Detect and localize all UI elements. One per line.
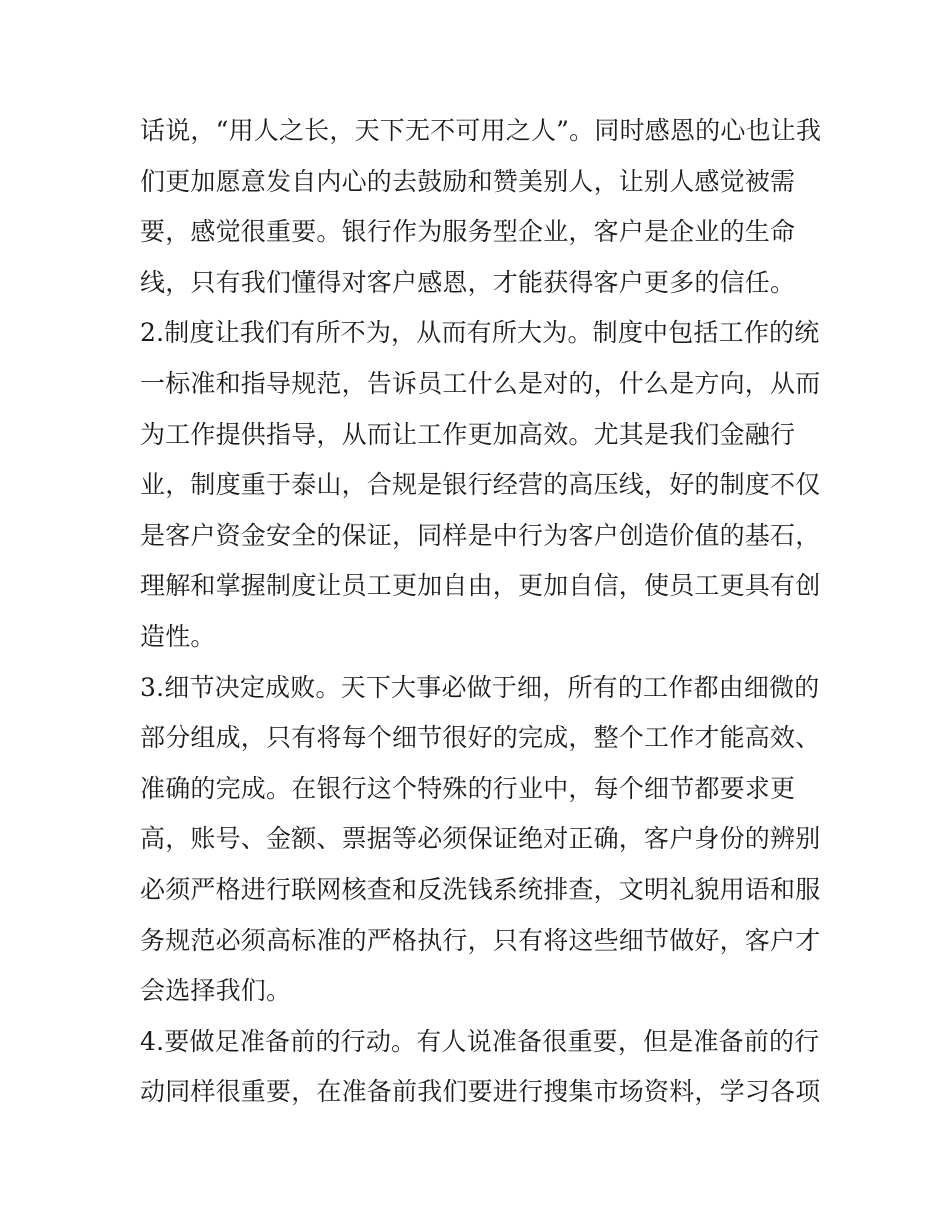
text-line: 业，制度重于泰山，合规是银行经营的高压线，好的制度不仅 (140, 470, 821, 500)
text-line: 会选择我们。 (140, 976, 292, 1006)
text-line: 理解和掌握制度让员工更加自由，更加自信，使员工更具有创 (140, 571, 821, 601)
text-line: 部分组成，只有将每个细节很好的完成，整个工作才能高效、 (140, 723, 821, 753)
text-line: 是客户资金安全的保证，同样是中行为客户创造价值的基石， (140, 520, 821, 550)
document-body (140, 106, 822, 1118)
text-line: 话说，“用人之长，天下无不可用之人”。同时感恩的心也让我 (140, 116, 822, 145)
text-line: 动同样很重要，在准备前我们要进行搜集市场资料，学习各项 (140, 1077, 821, 1107)
text-line: 4.要做足准备前的行动。有人说准备很重要，但是准备前的行 (140, 1026, 820, 1056)
text-line: 一标准和指导规范，告诉员工什么是对的，什么是方向，从而 (140, 368, 821, 398)
text-line: 3.细节决定成败。天下大事必做于细，所有的工作都由细微的 (140, 672, 820, 702)
text-line: 为工作提供指导，从而让工作更加高效。尤其是我们金融行 (140, 419, 796, 449)
text-line: 务规范必须高标准的严格执行，只有将这些细节做好，客户才 (140, 925, 821, 955)
text-line: 要，感觉很重要。银行作为服务型企业，客户是企业的生命 (140, 217, 796, 247)
text-line: 造性。 (140, 621, 216, 651)
text-line: 高，账号、金额、票据等必须保证绝对正确，客户身份的辨别 (140, 824, 821, 854)
text-line: 必须严格进行联网核查和反洗钱系统排查，文明礼貌用语和服 (140, 874, 821, 904)
text-line: 准确的完成。在银行这个特殊的行业中，每个细节都要求更 (140, 773, 796, 803)
text-line: 们更加愿意发自内心的去鼓励和赞美别人，让别人感觉被需 (140, 166, 796, 196)
text-line: 线，只有我们懂得对客户感恩，才能获得客户更多的信任。 (140, 267, 796, 297)
text-line: 2.制度让我们有所不为，从而有所大为。制度中包括工作的统 (140, 318, 820, 348)
